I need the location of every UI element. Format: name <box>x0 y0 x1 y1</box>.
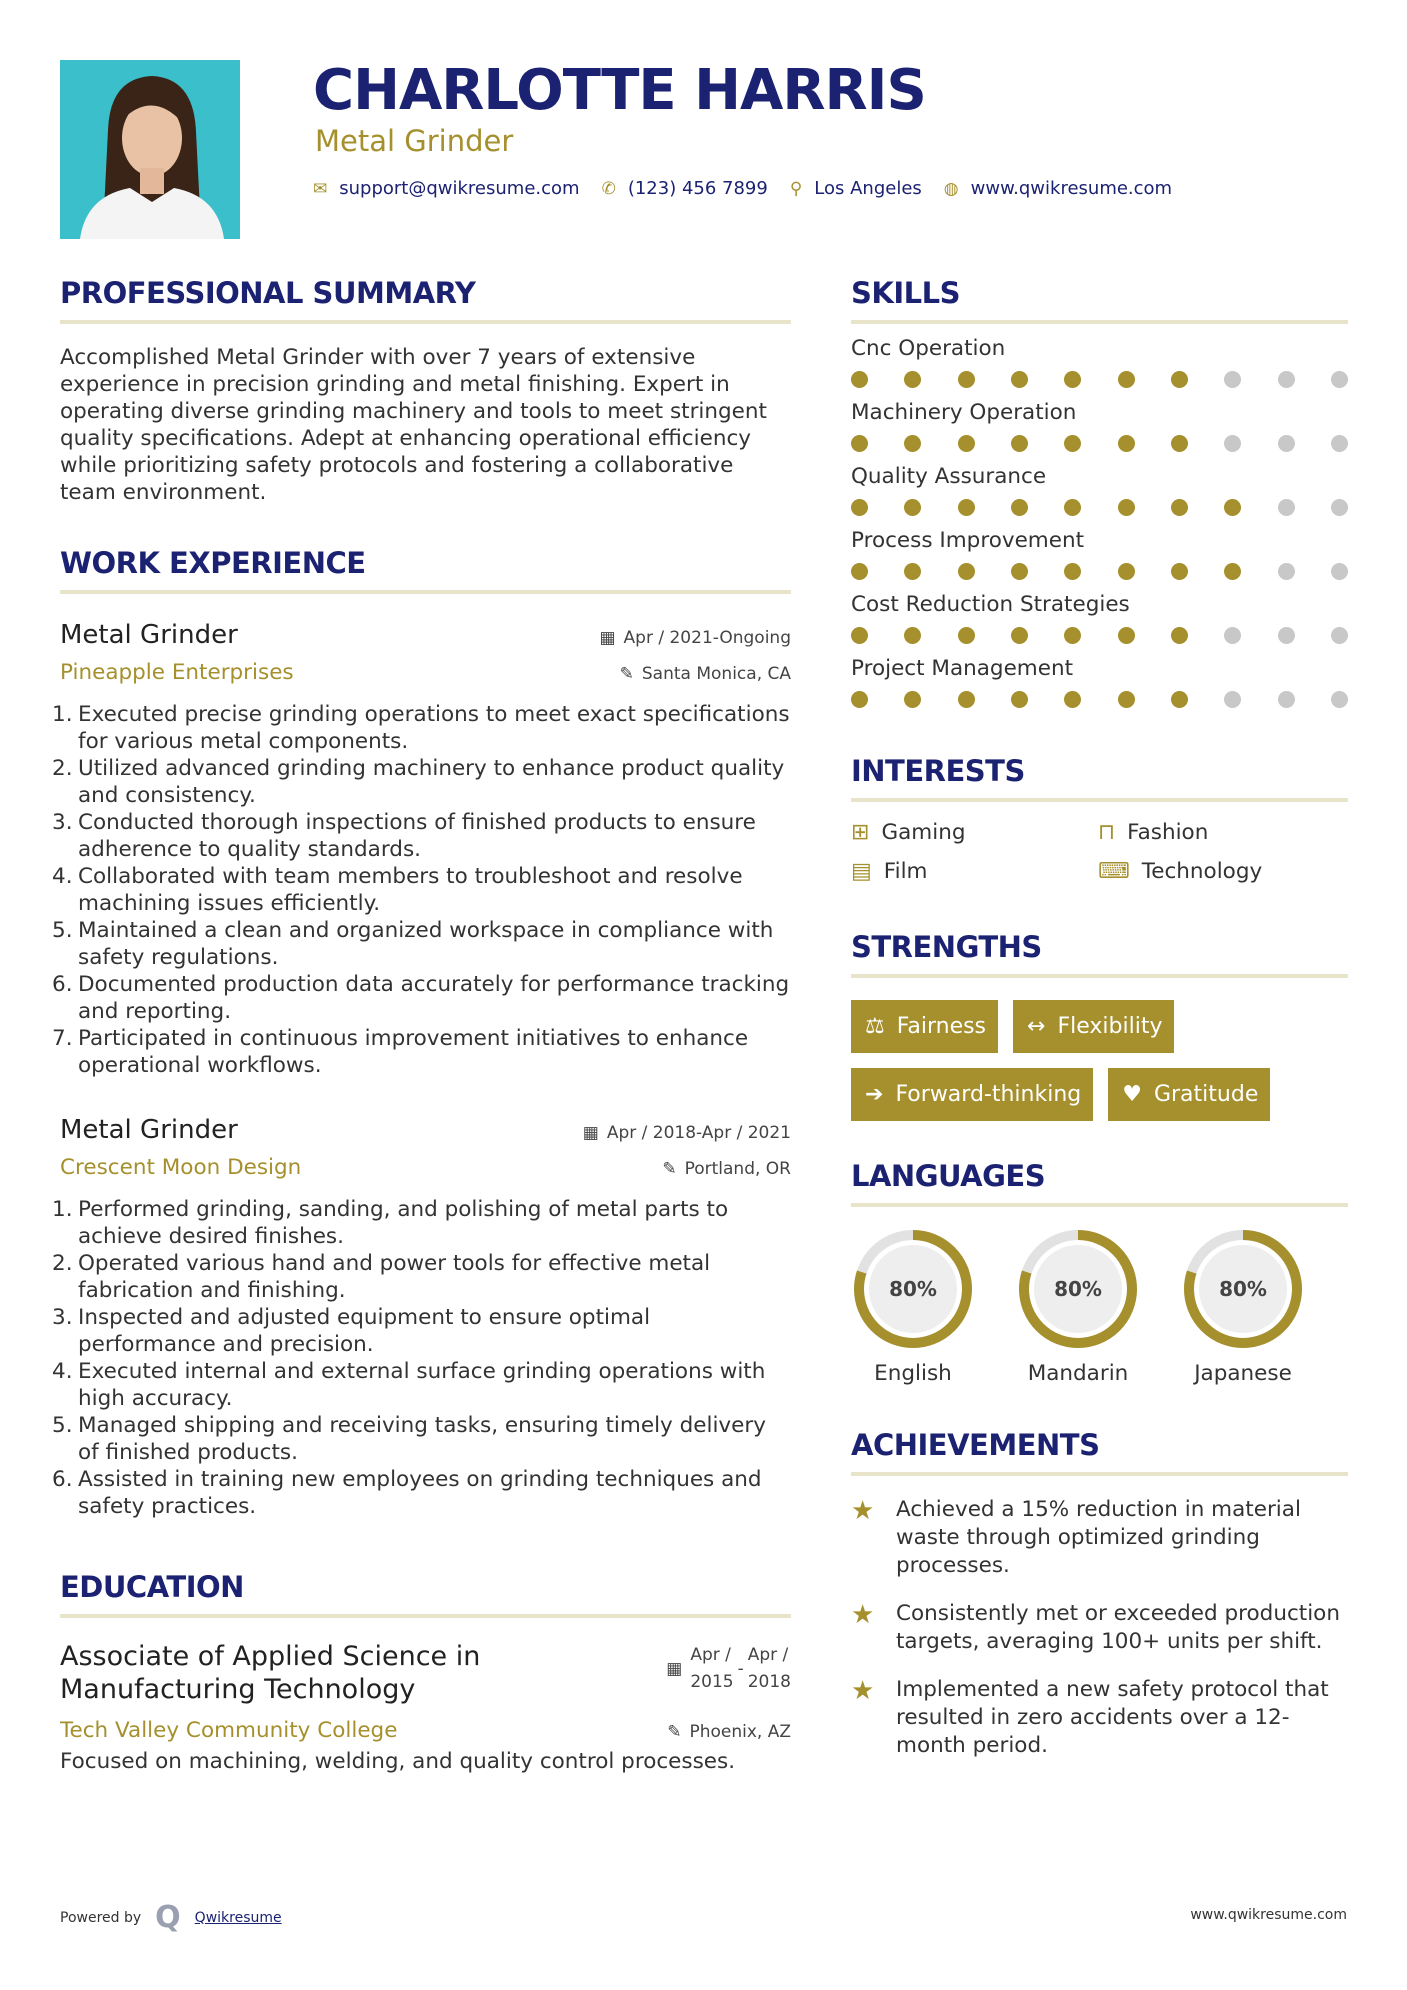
achievement-text: Achieved a 15% reduction in material waste through optimized grinding processes. <box>896 1497 1301 1578</box>
pin-icon: ✎ <box>667 1722 682 1742</box>
rating-dot-empty <box>1278 563 1295 580</box>
candidate-name: CHARLOTTE HARRIS <box>313 58 926 123</box>
job-entry <box>60 1115 791 1520</box>
skill-rating <box>851 371 1348 388</box>
rating-dot-empty <box>1278 691 1295 708</box>
rating-dot-filled <box>1118 435 1135 452</box>
film-icon: ▤ <box>851 859 872 884</box>
education-heading: EDUCATION <box>60 1570 244 1604</box>
rating-dot-filled <box>904 691 921 708</box>
section-divider <box>851 798 1348 802</box>
contact-location <box>790 178 922 199</box>
education-section <box>60 1570 791 1774</box>
rating-dot-filled <box>1171 435 1188 452</box>
rating-dot-filled <box>851 435 868 452</box>
star-icon: ★ <box>851 1676 875 1706</box>
education-description: Focused on machining, welding, and quality control processes. <box>60 1749 736 1774</box>
interest-film <box>851 859 1098 884</box>
rating-dot-empty <box>1278 499 1295 516</box>
rating-dot-filled <box>1171 691 1188 708</box>
rating-dot-filled <box>1011 371 1028 388</box>
skills-list <box>851 336 1348 708</box>
laptop-icon: ⌨ <box>1098 859 1130 884</box>
skill-name: Process Improvement <box>851 528 1085 553</box>
rating-dot-filled <box>904 499 921 516</box>
star-icon: ★ <box>851 1600 875 1630</box>
job-responsibilities <box>60 1196 791 1520</box>
achievement-item <box>851 1496 1348 1580</box>
language-percent: 80% <box>1219 1277 1267 1301</box>
rating-dot-filled <box>1118 499 1135 516</box>
achievements-section <box>851 1428 1348 1760</box>
summary-text: Accomplished Metal Grinder with over 7 years of extensive experience in precision grinding and metal finishing. Expert in operating diverse grinding machinery and tools to meet stringent quality specifications. Adept at enhancing operational efficiency while prioritizing safety protocols and fostering a collaborative team environment. <box>60 345 767 505</box>
education-end-year: 2018 <box>747 1672 791 1692</box>
rating-dot-filled <box>958 371 975 388</box>
rating-dot-empty <box>1278 435 1295 452</box>
language-percent: 80% <box>1054 1277 1102 1301</box>
rating-dot-empty <box>1331 563 1348 580</box>
rating-dot-filled <box>1118 563 1135 580</box>
contact-email[interactable] <box>313 178 580 199</box>
rating-dot-filled <box>904 627 921 644</box>
languages-heading: LANGUAGES <box>851 1159 1046 1193</box>
strength-label: Fairness <box>896 1014 987 1039</box>
rating-dot-filled <box>958 627 975 644</box>
experience-heading: WORK EXPERIENCE <box>60 546 366 580</box>
star-icon: ★ <box>851 1496 875 1526</box>
left-column <box>60 276 791 1774</box>
skill-name: Quality Assurance <box>851 464 1047 489</box>
section-divider <box>60 1614 791 1618</box>
list-item: Managed shipping and receiving tasks, ensuring timely delivery of finished products. <box>78 1413 766 1465</box>
skill-name: Project Management <box>851 656 1074 681</box>
job-date <box>583 1123 791 1143</box>
calendar-icon: ▦ <box>599 628 616 648</box>
contact-phone-text: (123) 456 7899 <box>627 178 768 199</box>
rating-dot-filled <box>851 499 868 516</box>
rating-dot-filled <box>1064 499 1081 516</box>
balance-scale-icon: ⚖ <box>865 1014 885 1039</box>
rating-dot-empty <box>1331 499 1348 516</box>
rating-dot-empty <box>1331 691 1348 708</box>
job-location-text: Santa Monica, CA <box>641 664 791 684</box>
language-ring <box>1181 1227 1305 1351</box>
rating-dot-filled <box>1064 627 1081 644</box>
list-item: Participated in continuous improvement initiatives to enhance operational workflows. <box>78 1026 749 1078</box>
list-item: Maintained a clean and organized workspace in compliance with safety regulations. <box>78 918 774 970</box>
rating-dot-filled <box>1064 691 1081 708</box>
rating-dot-empty <box>1224 435 1241 452</box>
skill-rating <box>851 435 1348 452</box>
skill-name: Cnc Operation <box>851 336 1006 361</box>
profile-photo-illustration <box>60 60 240 239</box>
section-divider <box>851 320 1348 324</box>
company-name: Pineapple Enterprises <box>60 660 294 685</box>
rating-dot-filled <box>1224 499 1241 516</box>
skill-item <box>851 464 1348 516</box>
skill-item <box>851 336 1348 388</box>
rating-dot-filled <box>1118 691 1135 708</box>
interests-section <box>851 754 1348 884</box>
rating-dot-filled <box>1064 371 1081 388</box>
language-name: English <box>874 1361 952 1386</box>
achievement-text: Implemented a new safety protocol that resulted in zero accidents over a 12-month period. <box>896 1677 1329 1758</box>
achievements-heading: ACHIEVEMENTS <box>851 1428 1100 1462</box>
brand-link[interactable]: Qwikresume <box>194 1909 282 1926</box>
summary-section <box>60 276 791 506</box>
achievement-item <box>851 1600 1348 1656</box>
interest-label: Technology <box>1141 859 1263 884</box>
list-item: Utilized advanced grinding machinery to enhance product quality and consistency. <box>78 756 785 808</box>
skill-item <box>851 400 1348 452</box>
rating-dot-filled <box>958 499 975 516</box>
skill-name: Cost Reduction Strategies <box>851 592 1130 617</box>
language-item <box>1016 1227 1140 1386</box>
right-column <box>851 276 1348 1760</box>
job-title: Metal Grinder <box>60 1115 238 1145</box>
job-location-text: Portland, OR <box>684 1159 791 1179</box>
list-item: Executed precise grinding operations to meet exact specifications for various metal components. <box>78 702 790 754</box>
rating-dot-filled <box>1118 371 1135 388</box>
heart-icon: ♥ <box>1122 1082 1142 1107</box>
school-name: Tech Valley Community College <box>60 1718 398 1743</box>
list-item: Performed grinding, sanding, and polishing of metal parts to achieve desired finishes. <box>78 1197 729 1249</box>
qwikresume-logo-icon: Q <box>155 1900 181 1935</box>
phone-icon: ✆ <box>601 178 616 199</box>
rating-dot-filled <box>958 435 975 452</box>
rating-dot-filled <box>851 563 868 580</box>
calendar-icon: ▦ <box>666 1658 683 1679</box>
strength-tag <box>851 1000 998 1053</box>
rating-dot-empty <box>1224 691 1241 708</box>
contact-email-text: support@qwikresume.com <box>339 178 580 199</box>
language-name: Japanese <box>1194 1361 1292 1386</box>
job-entry <box>60 620 791 1079</box>
strength-tag <box>1108 1068 1270 1121</box>
interest-fashion <box>1098 820 1348 845</box>
job-location <box>620 664 791 684</box>
skill-rating <box>851 499 1348 516</box>
contact-website[interactable] <box>944 178 1172 199</box>
summary-heading: PROFESSIONAL SUMMARY <box>60 276 476 310</box>
rating-dot-filled <box>1011 691 1028 708</box>
contact-bar <box>313 178 1194 199</box>
section-divider <box>851 1203 1348 1207</box>
envelope-icon: ✉ <box>313 178 328 199</box>
skill-rating <box>851 563 1348 580</box>
contact-website-text: www.qwikresume.com <box>970 178 1173 199</box>
rating-dot-filled <box>1064 435 1081 452</box>
globe-icon: ◍ <box>943 178 959 199</box>
languages-section <box>851 1159 1348 1386</box>
language-ring <box>851 1227 975 1351</box>
skill-item <box>851 592 1348 644</box>
interest-label: Gaming <box>881 820 966 845</box>
list-item: Executed internal and external surface grinding operations with high accuracy. <box>78 1359 766 1411</box>
achievement-item <box>851 1676 1348 1760</box>
language-percent: 80% <box>889 1277 937 1301</box>
rating-dot-filled <box>1064 563 1081 580</box>
interests-heading: INTERESTS <box>851 754 1025 788</box>
rating-dot-filled <box>1171 499 1188 516</box>
job-responsibilities <box>60 701 791 1079</box>
languages-list <box>851 1227 1348 1386</box>
skill-item <box>851 656 1348 708</box>
rating-dot-filled <box>851 691 868 708</box>
pin-icon: ✎ <box>619 664 634 684</box>
skill-item <box>851 528 1348 580</box>
rating-dot-filled <box>958 691 975 708</box>
education-start-year: 2015 <box>690 1672 734 1692</box>
date-dash: - <box>737 1658 744 1679</box>
strengths-section <box>851 930 1348 1121</box>
rating-dot-filled <box>1224 563 1241 580</box>
list-item: Assisted in training new employees on grinding techniques and safety practices. <box>78 1467 762 1519</box>
interest-label: Film <box>883 859 928 884</box>
rating-dot-empty <box>1224 627 1241 644</box>
achievement-text: Consistently met or exceeded production targets, averaging 100+ units per shift. <box>896 1601 1340 1654</box>
school-location-text: Phoenix, AZ <box>689 1722 791 1742</box>
section-divider <box>60 320 791 324</box>
education-dates <box>666 1642 791 1696</box>
language-ring <box>1016 1227 1140 1351</box>
strength-tag <box>851 1068 1093 1121</box>
rating-dot-filled <box>1011 499 1028 516</box>
interest-gaming <box>851 820 1098 845</box>
rating-dot-empty <box>1331 371 1348 388</box>
shopping-bag-icon: ⊓ <box>1098 820 1116 845</box>
list-item: Collaborated with team members to troubleshoot and resolve machining issues efficiently. <box>78 864 743 916</box>
job-date-text: Apr / 2021-Ongoing <box>623 628 791 648</box>
education-end-month: Apr / <box>747 1645 789 1665</box>
rating-dot-filled <box>904 563 921 580</box>
skill-rating <box>851 627 1348 644</box>
skill-name: Machinery Operation <box>851 400 1077 425</box>
rating-dot-empty <box>1331 627 1348 644</box>
rating-dot-filled <box>904 371 921 388</box>
language-item <box>1181 1227 1305 1386</box>
rating-dot-filled <box>904 435 921 452</box>
language-name: Mandarin <box>1027 1361 1129 1386</box>
interest-label: Fashion <box>1127 820 1209 845</box>
rating-dot-filled <box>1171 371 1188 388</box>
pin-icon: ✎ <box>662 1159 677 1179</box>
experience-section <box>60 546 791 1520</box>
skill-rating <box>851 691 1348 708</box>
strength-tag <box>1013 1000 1174 1053</box>
map-marker-icon: ⚲ <box>789 178 803 199</box>
company-name: Crescent Moon Design <box>60 1155 302 1180</box>
rating-dot-filled <box>1171 563 1188 580</box>
strength-label: Forward-thinking <box>895 1082 1082 1107</box>
list-item: Conducted thorough inspections of finished products to ensure adherence to quality standards. <box>78 810 756 862</box>
rating-dot-filled <box>958 563 975 580</box>
rating-dot-filled <box>851 371 868 388</box>
footer-website[interactable]: www.qwikresume.com <box>1190 1907 1347 1923</box>
contact-location-text: Los Angeles <box>814 178 922 199</box>
profile-photo <box>60 60 240 239</box>
strengths-heading: STRENGTHS <box>851 930 1042 964</box>
section-divider <box>851 1472 1348 1476</box>
footer-powered-by <box>60 1900 282 1935</box>
strength-label: Gratitude <box>1153 1082 1259 1107</box>
gamepad-icon: ⊞ <box>851 820 870 845</box>
rating-dot-filled <box>1011 627 1028 644</box>
rating-dot-empty <box>1278 627 1295 644</box>
powered-by-text: Powered by <box>60 1909 142 1926</box>
interest-technology <box>1098 859 1348 884</box>
school-location <box>667 1722 791 1742</box>
skills-section <box>851 276 1348 708</box>
skills-heading: SKILLS <box>851 276 960 310</box>
rating-dot-filled <box>1011 563 1028 580</box>
rating-dot-filled <box>851 627 868 644</box>
rating-dot-empty <box>1224 371 1241 388</box>
education-start-month: Apr / <box>690 1645 731 1665</box>
rating-dot-empty <box>1331 435 1348 452</box>
candidate-title: Metal Grinder <box>315 124 514 158</box>
degree-title: Associate of Applied Science in Manufacturing Technology <box>60 1641 481 1705</box>
list-item: Documented production data accurately for performance tracking and reporting. <box>78 972 790 1024</box>
list-item: Operated various hand and power tools for effective metal fabrication and finishing. <box>78 1251 711 1303</box>
rating-dot-filled <box>1011 435 1028 452</box>
job-location <box>662 1159 791 1179</box>
section-divider <box>60 590 791 594</box>
rating-dot-empty <box>1278 371 1295 388</box>
rating-dot-filled <box>1118 627 1135 644</box>
arrows-horizontal-icon: ↔ <box>1027 1014 1046 1039</box>
job-date <box>599 628 791 648</box>
strength-label: Flexibility <box>1057 1014 1163 1039</box>
section-divider <box>851 974 1348 978</box>
contact-phone[interactable] <box>602 178 768 199</box>
arrow-right-icon: ➔ <box>865 1082 884 1107</box>
rating-dot-filled <box>1171 627 1188 644</box>
job-date-text: Apr / 2018-Apr / 2021 <box>606 1123 791 1143</box>
language-item <box>851 1227 975 1386</box>
job-title: Metal Grinder <box>60 620 238 650</box>
calendar-icon: ▦ <box>582 1123 599 1143</box>
list-item: Inspected and adjusted equipment to ensure optimal performance and precision. <box>78 1305 651 1357</box>
